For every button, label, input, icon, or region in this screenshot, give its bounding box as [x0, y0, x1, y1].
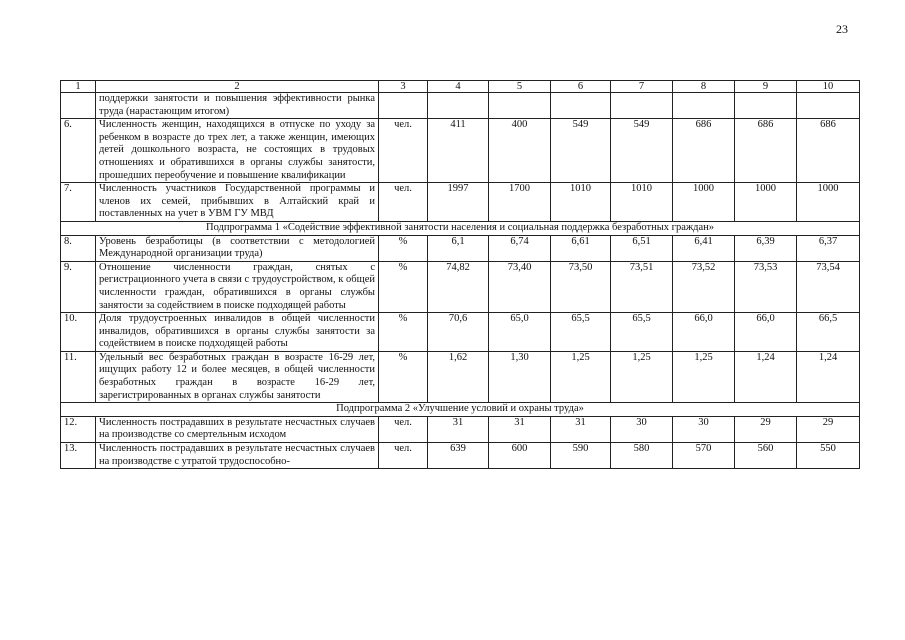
value-cell	[735, 93, 797, 119]
row-number: 8.	[61, 235, 96, 261]
header-cell: 10	[797, 81, 860, 93]
indicator-description: Численность участников Государственной программы и членов их семей, прибывших в Алтайский край и поставленных на учет в УВМ ГУ МВД	[96, 183, 379, 222]
unit-cell: чел.	[379, 416, 428, 442]
value-cell: 1997	[428, 183, 489, 222]
value-cell: 29	[797, 416, 860, 442]
value-cell: 6,74	[489, 235, 551, 261]
indicator-description: Численность пострадавших в результате несчастных случаев на производстве с утратой трудоспособно-	[96, 443, 379, 469]
value-cell: 550	[797, 443, 860, 469]
page-number: 23	[836, 22, 848, 36]
value-cell: 6,61	[551, 235, 611, 261]
subprogram-title: Подпрограмма 2 «Улучшение условий и охраны труда»	[61, 403, 860, 417]
value-cell: 600	[489, 443, 551, 469]
value-cell: 6,51	[611, 235, 673, 261]
value-cell: 66,5	[797, 313, 860, 352]
unit-cell: чел.	[379, 183, 428, 222]
value-cell: 1,24	[797, 351, 860, 402]
value-cell: 590	[551, 443, 611, 469]
subprogram-row	[61, 403, 860, 417]
value-cell: 6,37	[797, 235, 860, 261]
value-cell: 73,54	[797, 261, 860, 312]
value-cell: 70,6	[428, 313, 489, 352]
header-cell: 7	[611, 81, 673, 93]
indicator-description: поддержки занятости и повышения эффективности рынка труда (нарастающим итогом)	[96, 93, 379, 119]
value-cell	[489, 93, 551, 119]
value-cell: 73,52	[673, 261, 735, 312]
table-row	[61, 416, 860, 442]
value-cell: 31	[428, 416, 489, 442]
value-cell: 65,5	[551, 313, 611, 352]
row-number: 12.	[61, 416, 96, 442]
value-cell: 65,5	[611, 313, 673, 352]
table-row	[61, 261, 860, 312]
value-cell: 1,25	[611, 351, 673, 402]
value-cell	[428, 93, 489, 119]
subprogram-row	[61, 221, 860, 235]
header-cell: 9	[735, 81, 797, 93]
unit-cell: %	[379, 351, 428, 402]
value-cell: 6,1	[428, 235, 489, 261]
value-cell: 73,50	[551, 261, 611, 312]
header-cell: 4	[428, 81, 489, 93]
header-cell: 8	[673, 81, 735, 93]
value-cell: 31	[551, 416, 611, 442]
value-cell: 1,25	[551, 351, 611, 402]
indicator-description: Отношение численности граждан, снятых с регистрационного учета в связи с трудоустройством, к общей численности граждан, обратившихся в органы службы занятости за содействием в поиске подходящей работы	[96, 261, 379, 312]
row-number: 7.	[61, 183, 96, 222]
indicator-description: Численность пострадавших в результате несчастных случаев на производстве со смертельным исходом	[96, 416, 379, 442]
subprogram-title: Подпрограмма 1 «Содействие эффективной занятости населения и социальная поддержка безработных граждан»	[61, 221, 860, 235]
table-row	[61, 93, 860, 119]
row-number	[61, 93, 96, 119]
table-row	[61, 443, 860, 469]
value-cell: 1,25	[673, 351, 735, 402]
header-cell: 2	[96, 81, 379, 93]
value-cell: 1,30	[489, 351, 551, 402]
value-cell: 73,53	[735, 261, 797, 312]
unit-cell: %	[379, 261, 428, 312]
header-cell: 6	[551, 81, 611, 93]
value-cell: 570	[673, 443, 735, 469]
row-number: 9.	[61, 261, 96, 312]
value-cell: 686	[673, 119, 735, 183]
indicator-description: Удельный вес безработных граждан в возрасте 16-29 лет, ищущих работу 12 и более месяцев, в общей численности безработных граждан в возрасте 16-29 лет, зарегистрированных в органах службы занятости	[96, 351, 379, 402]
row-number: 6.	[61, 119, 96, 183]
indicator-description: Численность женщин, находящихся в отпуске по уходу за ребенком в возрасте до трех лет, а также женщин, имеющих детей дошкольного возраста, не состоящих в трудовых отношениях и обратившихся в органы службы занятости, прошедших переобучение и повышение квалификации	[96, 119, 379, 183]
table-row	[61, 119, 860, 183]
value-cell: 6,39	[735, 235, 797, 261]
value-cell: 1700	[489, 183, 551, 222]
table-row	[61, 351, 860, 402]
value-cell: 29	[735, 416, 797, 442]
value-cell: 560	[735, 443, 797, 469]
indicator-description: Доля трудоустроенных инвалидов в общей численности инвалидов, обратившихся в органы службы занятости за содействием в поиске подходящей работы	[96, 313, 379, 352]
value-cell: 686	[735, 119, 797, 183]
header-row	[61, 81, 860, 93]
row-number: 10.	[61, 313, 96, 352]
value-cell: 549	[611, 119, 673, 183]
unit-cell: %	[379, 313, 428, 352]
unit-cell: чел.	[379, 443, 428, 469]
value-cell: 6,41	[673, 235, 735, 261]
unit-cell	[379, 93, 428, 119]
indicator-description: Уровень безработицы (в соответствии с методологией Международной организации труда)	[96, 235, 379, 261]
value-cell: 1010	[551, 183, 611, 222]
row-number: 13.	[61, 443, 96, 469]
value-cell: 400	[489, 119, 551, 183]
value-cell	[611, 93, 673, 119]
value-cell: 1010	[611, 183, 673, 222]
header-cell: 1	[61, 81, 96, 93]
value-cell: 66,0	[735, 313, 797, 352]
value-cell: 30	[611, 416, 673, 442]
value-cell: 1000	[673, 183, 735, 222]
value-cell: 30	[673, 416, 735, 442]
unit-cell: %	[379, 235, 428, 261]
table-row	[61, 183, 860, 222]
value-cell: 580	[611, 443, 673, 469]
value-cell: 1,24	[735, 351, 797, 402]
value-cell: 1,62	[428, 351, 489, 402]
table-row	[61, 313, 860, 352]
value-cell: 639	[428, 443, 489, 469]
value-cell: 73,51	[611, 261, 673, 312]
indicators-table	[60, 80, 860, 469]
row-number: 11.	[61, 351, 96, 402]
value-cell: 686	[797, 119, 860, 183]
value-cell	[797, 93, 860, 119]
value-cell	[673, 93, 735, 119]
value-cell: 411	[428, 119, 489, 183]
value-cell: 31	[489, 416, 551, 442]
header-cell: 3	[379, 81, 428, 93]
value-cell: 1000	[735, 183, 797, 222]
header-cell: 5	[489, 81, 551, 93]
value-cell: 66,0	[673, 313, 735, 352]
value-cell: 73,40	[489, 261, 551, 312]
value-cell: 74,82	[428, 261, 489, 312]
unit-cell: чел.	[379, 119, 428, 183]
value-cell: 1000	[797, 183, 860, 222]
table-row	[61, 235, 860, 261]
value-cell	[551, 93, 611, 119]
value-cell: 65,0	[489, 313, 551, 352]
value-cell: 549	[551, 119, 611, 183]
